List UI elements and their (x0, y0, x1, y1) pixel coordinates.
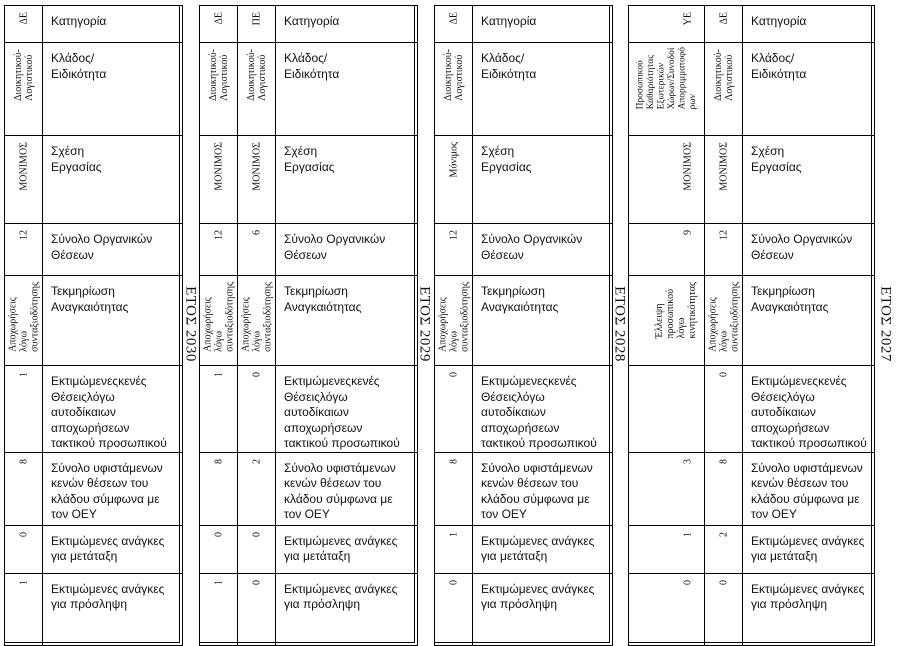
cell-justification-2029-2 (238, 276, 276, 366)
cell-category-2027-2 (629, 6, 705, 43)
value-transfer: 0 (213, 531, 224, 537)
value-vacancies: 8 (448, 458, 459, 464)
cell-estimated-2029-2 (238, 366, 276, 453)
cell-category-2029-2 (238, 6, 276, 43)
year-label-2029: ΕΤΟΣ 2029 (416, 286, 433, 362)
cell-hiring-2029-2 (238, 573, 276, 645)
table-2028 (434, 5, 613, 646)
value-branch: Διοικητικού- Λογιστικού (245, 49, 268, 101)
label-hiring-needs: Εκτιμώμενες ανάγκες για πρόσληψη (276, 573, 418, 645)
cell-branch-2027-2 (629, 43, 705, 136)
label-transfer-needs: Εκτιμώμενες ανάγκες για μετάταξη (743, 525, 875, 573)
value-relation: ΜΟΝΙΜΟΣ (718, 142, 729, 191)
year-heading-2028 (609, 5, 629, 643)
label-branch: Κλάδος/ Ειδικότητα (473, 43, 613, 136)
year-label-2027: ΕΤΟΣ 2027 (877, 286, 894, 362)
cell-transfer-2030-1 (5, 525, 43, 573)
value-transfer: 2 (718, 531, 729, 537)
cell-total-2030-1 (5, 224, 43, 276)
cell-transfer-2027-1 (705, 525, 743, 573)
label-branch: Κλάδος/ Ειδικότητα (43, 43, 183, 136)
value-hiring: 0 (448, 579, 459, 585)
cell-total-2028-1 (435, 224, 473, 276)
panel-2027 (628, 5, 872, 643)
value-transfer: 1 (448, 531, 459, 537)
value-hiring: 0 (251, 579, 262, 585)
cell-vacancies-2029-2 (238, 452, 276, 525)
value-justification: Έλλειψη προσωπικού λόγω κινητικότητας (653, 282, 698, 339)
value-hiring: 1 (18, 579, 29, 585)
value-estimated: 0 (251, 372, 262, 377)
year-label-2028: ΕΤΟΣ 2028 (611, 286, 628, 362)
value-category: ΥΕ (682, 12, 693, 26)
value-relation: ΜΟΝΙΜΟΣ (213, 142, 224, 191)
value-branch: Διοικητικού- Λογιστικού (207, 49, 230, 101)
value-total: 12 (213, 230, 224, 240)
year-heading-2029 (415, 5, 433, 643)
label-estimated-vacancies: Εκτιμώμενεςκενές Θέσειςλόγω αυτοδίκαιων αποχωρήσεων τακτικού προσωπικού (473, 366, 613, 453)
value-relation: ΜΟΝΙΜΟΣ (18, 142, 29, 191)
cell-relation-2030-1 (5, 136, 43, 224)
cell-justification-2027-1 (705, 276, 743, 366)
cell-vacancies-2030-1 (5, 452, 43, 525)
value-relation: ΜΟΝΙΜΟΣ (251, 142, 262, 191)
cell-transfer-2029-2 (238, 525, 276, 573)
label-total-vacancies: Σύνολο υφιστάμενων κενών θέσεων του κλάδου σύμφωνα με τον ΟΕΥ (743, 452, 875, 525)
cell-branch-2028-1 (435, 43, 473, 136)
cell-total-2027-1 (705, 224, 743, 276)
value-justification: Αποχωρήσεις λόγω συνταξιοδότησης (202, 282, 235, 352)
label-relation: Σχέση Εργασίας (743, 136, 875, 224)
value-branch: Διοικητικού- Λογιστικού (712, 49, 735, 101)
value-estimated: 0 (718, 372, 729, 377)
value-category: ΔΕ (718, 12, 729, 25)
cell-vacancies-2029-1 (200, 452, 238, 525)
label-category: Κατηγορία (276, 6, 418, 43)
label-branch: Κλάδος/ Ειδικότητα (743, 43, 875, 136)
label-estimated-vacancies: Εκτιμώμενεςκενές Θέσειςλόγω αυτοδίκαιων αποχωρήσεων τακτικού προσωπικού (43, 366, 183, 453)
value-total: 9 (682, 230, 693, 235)
label-total-vacancies: Σύνολο υφιστάμενων κενών θέσεων του κλάδου σύμφωνα με τον ΟΕΥ (473, 452, 613, 525)
value-transfer: 0 (18, 531, 29, 537)
cell-estimated-2029-1 (200, 366, 238, 453)
label-total-positions: Σύνολο Οργανικών Θέσεων (43, 224, 183, 276)
cell-branch-2027-1 (705, 43, 743, 136)
cell-vacancies-2028-1 (435, 452, 473, 525)
value-relation: ΜΟΝΙΜΟΣ (682, 142, 693, 191)
cell-relation-2028-1 (435, 136, 473, 224)
value-branch: Διοικητικού- Λογιστικού (12, 49, 35, 101)
value-category: ΔΕ (448, 12, 459, 25)
cell-category-2028-1 (435, 6, 473, 43)
label-hiring-needs: Εκτιμώμενες ανάγκες για πρόσληψη (473, 573, 613, 645)
value-justification: Αποχωρήσεις λόγω συνταξιοδότησης (707, 282, 740, 352)
value-vacancies: 8 (213, 458, 224, 464)
label-transfer-needs: Εκτιμώμενες ανάγκες για μετάταξη (43, 525, 183, 573)
value-estimated: 1 (213, 372, 224, 377)
year-heading-2027 (872, 5, 898, 643)
cell-hiring-2030-1 (5, 573, 43, 645)
label-estimated-vacancies: Εκτιμώμενεςκενές Θέσειςλόγω αυτοδίκαιων αποχωρήσεων τακτικού προσωπικού (743, 366, 875, 453)
value-hiring: 1 (213, 579, 224, 585)
cell-justification-2028-1 (435, 276, 473, 366)
label-total-vacancies: Σύνολο υφιστάμενων κενών θέσεων του κλάδου σύμφωνα με τον ΟΕΥ (43, 452, 183, 525)
cell-total-2029-1 (200, 224, 238, 276)
cell-estimated-2030-1 (5, 366, 43, 453)
cell-relation-2027-2 (629, 136, 705, 224)
year-heading-2030 (180, 5, 200, 643)
value-category: ΔΕ (213, 12, 224, 25)
value-total: 12 (448, 230, 459, 240)
label-category: Κατηγορία (43, 6, 183, 43)
cell-total-2027-2 (629, 224, 705, 276)
label-total-vacancies: Σύνολο υφιστάμενων κενών θέσεων του κλάδου σύμφωνα με τον ΟΕΥ (276, 452, 418, 525)
cell-justification-2027-2 (629, 276, 705, 366)
value-total: 6 (251, 230, 262, 235)
value-estimated: 0 (448, 372, 459, 377)
cell-hiring-2028-1 (435, 573, 473, 645)
cell-transfer-2028-1 (435, 525, 473, 573)
cell-estimated-2027-1 (705, 366, 743, 453)
table-2027 (628, 5, 875, 646)
cell-total-2029-2 (238, 224, 276, 276)
label-transfer-needs: Εκτιμώμενες ανάγκες για μετάταξη (473, 525, 613, 573)
label-total-positions: Σύνολο Οργανικών Θέσεων (743, 224, 875, 276)
label-total-positions: Σύνολο Οργανικών Θέσεων (473, 224, 613, 276)
label-justification: Τεκμηρίωση Αναγκαιότητας (473, 276, 613, 366)
table-2029 (199, 5, 418, 646)
value-category: ΔΕ (18, 12, 29, 25)
value-vacancies: 8 (18, 458, 29, 464)
value-vacancies: 2 (251, 458, 262, 464)
label-relation: Σχέση Εργασίας (473, 136, 613, 224)
table-2030 (4, 5, 183, 646)
label-justification: Τεκμηρίωση Αναγκαιότητας (743, 276, 875, 366)
cell-category-2027-1 (705, 6, 743, 43)
cell-transfer-2027-2 (629, 525, 705, 573)
cell-relation-2029-2 (238, 136, 276, 224)
value-hiring: 0 (718, 579, 729, 585)
value-transfer: 1 (682, 531, 693, 537)
cell-relation-2029-1 (200, 136, 238, 224)
cell-branch-2030-1 (5, 43, 43, 136)
cell-transfer-2029-1 (200, 525, 238, 573)
value-justification: Αποχωρήσεις λόγω συνταξιοδότησης (240, 282, 273, 352)
label-category: Κατηγορία (743, 6, 875, 43)
cell-justification-2029-1 (200, 276, 238, 366)
cell-estimated-2028-1 (435, 366, 473, 453)
value-total: 12 (18, 230, 29, 240)
value-justification: Αποχωρήσεις λόγω συνταξιοδότησης (7, 282, 40, 352)
cell-hiring-2027-1 (705, 573, 743, 645)
value-estimated: 1 (18, 372, 29, 377)
cell-vacancies-2027-2 (629, 452, 705, 525)
panel-2029 (199, 5, 415, 643)
cell-branch-2029-2 (238, 43, 276, 136)
label-category: Κατηγορία (473, 6, 613, 43)
label-justification: Τεκμηρίωση Αναγκαιότητας (276, 276, 418, 366)
label-branch: Κλάδος/ Ειδικότητα (276, 43, 418, 136)
cell-category-2030-1 (5, 6, 43, 43)
cell-justification-2030-1 (5, 276, 43, 366)
label-justification: Τεκμηρίωση Αναγκαιότητας (43, 276, 183, 366)
value-total: 12 (718, 230, 729, 240)
cell-relation-2027-1 (705, 136, 743, 224)
label-hiring-needs: Εκτιμώμενες ανάγκες για πρόσληψη (43, 573, 183, 645)
cell-branch-2029-1 (200, 43, 238, 136)
value-hiring: 0 (682, 579, 693, 585)
value-justification: Αποχωρήσεις λόγω συνταξιοδότησης (437, 282, 470, 352)
value-transfer: 0 (251, 531, 262, 537)
label-relation: Σχέση Εργασίας (43, 136, 183, 224)
cell-estimated-2027-2 (629, 366, 705, 453)
value-vacancies: 3 (682, 458, 693, 464)
panel-2030 (4, 5, 180, 643)
value-branch: Διοικητικού- Λογιστικού (442, 49, 465, 101)
value-vacancies: 8 (718, 458, 729, 464)
label-transfer-needs: Εκτιμώμενες ανάγκες για μετάταξη (276, 525, 418, 573)
label-hiring-needs: Εκτιμώμενες ανάγκες για πρόσληψη (743, 573, 875, 645)
label-relation: Σχέση Εργασίας (276, 136, 418, 224)
cell-vacancies-2027-1 (705, 452, 743, 525)
value-branch: Προσωπικού Καθαριότητας Εξωτερικών Χώρων/Συνοδοί Απορριμματοφό ρων (635, 47, 698, 110)
value-relation: Μόνιμος (448, 142, 459, 178)
value-category: ΠΕ (251, 12, 262, 26)
cell-hiring-2027-2 (629, 573, 705, 645)
cell-category-2029-1 (200, 6, 238, 43)
panel-2028 (434, 5, 610, 643)
label-total-positions: Σύνολο Οργανικών Θέσεων (276, 224, 418, 276)
cell-hiring-2029-1 (200, 573, 238, 645)
label-estimated-vacancies: Εκτιμώμενεςκενές Θέσειςλόγω αυτοδίκαιων αποχωρήσεων τακτικού προσωπικού (276, 366, 418, 453)
year-label-2030: ΕΤΟΣ 2030 (182, 286, 199, 362)
